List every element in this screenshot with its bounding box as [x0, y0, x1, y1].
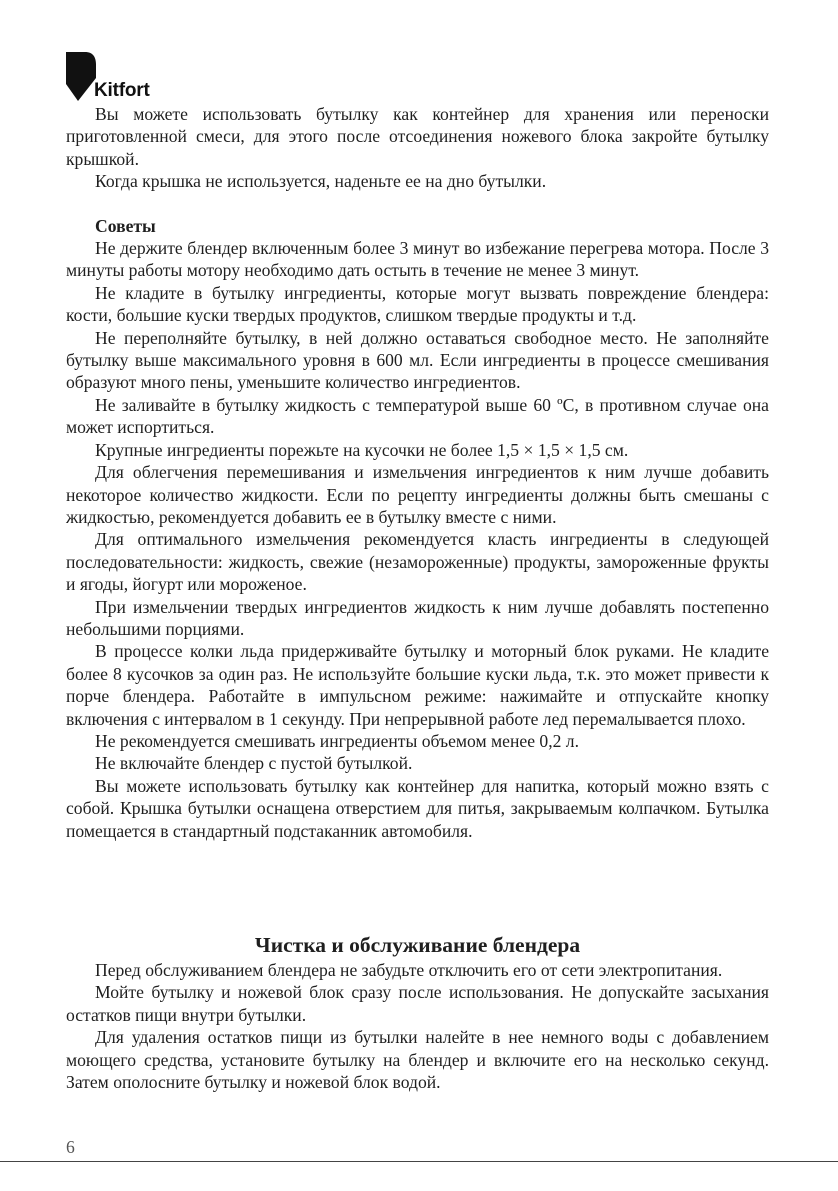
tip-paragraph: Не держите блендер включенным более 3 минут во избежание перегрева мотора. После 3 минуты работы мотору необходимо дать остыть в течение не менее 3 минут. — [66, 238, 769, 281]
tip-paragraph: Не рекомендуется смешивать ингредиенты объемом менее 0,2 л. — [95, 730, 579, 751]
tip-paragraph: При измельчении твердых ингредиентов жидкость к ним лучше добавлять постепенно небольшими порциями. — [66, 596, 769, 639]
paragraph: Вы можете использовать бутылку как контейнер для хранения или переноски приготовленной смеси, для этого после отсоединения ножевого блока закройте бутылку крышкой. — [66, 104, 769, 169]
kitfort-logo — [66, 52, 176, 102]
cleaning-paragraph: Для удаления остатков пищи из бутылки налейте в нее немного воды с добавлением моющего средства, установите бутылку на блендер и включите его на несколько секунд. Затем ополосните бутылку и ножевой блок водой. — [66, 1027, 769, 1093]
tip-paragraph: Вы можете использовать бутылку как контейнер для напитка, который можно взять с собой. Крышка бутылки оснащена отверстием для питья, закрываемым колпачком. Бутылка помещается в стандартный подстаканник автомобиля. — [66, 775, 769, 841]
brand-name: Kitfort — [94, 80, 150, 101]
page-body — [66, 103, 769, 842]
paragraph: Когда крышка не используется, наденьте ее на дно бутылки. — [95, 171, 547, 192]
kitfort-logo-mark-icon — [66, 52, 96, 102]
page-number: 6 — [66, 1137, 75, 1157]
tip-paragraph: Для облегчения перемешивания и измельчения ингредиентов к ним лучше добавить некоторое количество жидкости. Если по рецепту ингредиенты должны быть смешаны с жидкостью, рекомендуется добавить ее в бутылку вместе с ними. — [66, 462, 769, 527]
tip-paragraph: Не переполняйте бутылку, в ней должно оставаться свободное место. Не заполняйте бутылку выше максимального уровня в 600 мл. Если ингредиенты в процессе смешивания образуют много пены, уменьшите количество ингредиентов. — [66, 327, 769, 393]
tips-heading: Советы — [95, 215, 156, 236]
tip-paragraph: Для оптимального измельчения рекомендуется класть ингредиенты в следующей последовательности: жидкость, свежие (незамороженные) продукты, замороженные фрукты и ягоды, йогурт или мороженое. — [66, 529, 769, 595]
tip-paragraph: В процессе колки льда придерживайте бутылку и моторный блок руками. Не кладите более 8 кусочков за один раз. Не используйте большие куски льда, т.к. это может привести к порче блендера. Работайте в импульсном режиме: нажимайте и отпускайте кнопку включения с интервалом в 1 секунду. При непрерывной работе лед перемалывается плохо. — [66, 641, 769, 729]
cleaning-body — [66, 959, 769, 1093]
tip-paragraph: Не заливайте в бутылку жидкость с температурой выше 60 ºС, в противном случае она может испортиться. — [66, 394, 769, 438]
tip-paragraph: Крупные ингредиенты порежьте на кусочки не более 1,5 × 1,5 × 1,5 см. — [95, 439, 629, 460]
cleaning-paragraph: Мойте бутылку и ножевой блок сразу после использования. Не допускайте засыхания остатков пищи внутри бутылки. — [66, 982, 769, 1025]
cleaning-paragraph: Перед обслуживанием блендера не забудьте отключить его от сети электропитания. — [95, 960, 723, 980]
section-title: Чистка и обслуживание блендера — [254, 932, 581, 957]
footer-divider — [0, 1161, 838, 1162]
tip-paragraph: Не кладите в бутылку ингредиенты, которые могут вызвать повреждение блендера: кости, большие куски твердых продуктов, слишком твердые продукты и т.д. — [66, 282, 769, 326]
tip-paragraph: Не включайте блендер с пустой бутылкой. — [95, 753, 413, 774]
